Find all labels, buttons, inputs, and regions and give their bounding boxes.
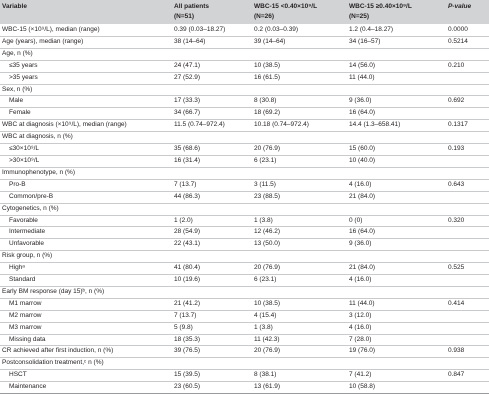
table-row [0, 132, 489, 144]
cell-all-patients [174, 358, 254, 370]
row-label: Favorable [0, 215, 174, 227]
cell-high-group: 19 (76.0) [349, 346, 448, 358]
cell-pvalue [448, 286, 489, 298]
cell-pvalue: 0.938 [448, 346, 489, 358]
cell-low-group: 39 (14–64) [254, 36, 349, 48]
cell-low-group [254, 358, 349, 370]
cell-pvalue [448, 203, 489, 215]
cell-low-group: 13 (50.0) [254, 239, 349, 251]
cell-high-group: 4 (16.0) [349, 179, 448, 191]
table-row [0, 215, 489, 227]
cell-all-patients [174, 286, 254, 298]
cell-pvalue [448, 382, 489, 394]
cell-low-group [254, 251, 349, 263]
header-count-row [0, 12, 489, 24]
header-low-group: WBC-15 <0.40×10⁹/L [254, 0, 349, 12]
cell-pvalue [448, 310, 489, 322]
cell-all-patients: 24 (47.1) [174, 60, 254, 72]
cell-all-patients: 11.5 (0.74–972.4) [174, 120, 254, 132]
cell-high-group [349, 286, 448, 298]
row-label: Immunophenotype, n (%) [0, 167, 174, 179]
cell-high-group: 4 (16.0) [349, 275, 448, 287]
cell-low-group: 20 (76.9) [254, 263, 349, 275]
cell-all-patients: 39 (76.5) [174, 346, 254, 358]
cell-low-group: 0.2 (0.03–0.39) [254, 24, 349, 36]
cell-low-group: 1 (3.8) [254, 322, 349, 334]
cell-high-group [349, 358, 448, 370]
cell-all-patients [174, 167, 254, 179]
cell-all-patients: 21 (41.2) [174, 298, 254, 310]
cell-all-patients [174, 251, 254, 263]
table-row [0, 96, 489, 108]
cell-low-group: 10 (38.5) [254, 298, 349, 310]
cell-pvalue [448, 227, 489, 239]
cell-pvalue [448, 191, 489, 203]
cell-all-patients: 16 (31.4) [174, 155, 254, 167]
cell-pvalue: 0.193 [448, 144, 489, 156]
cell-all-patients: 23 (60.5) [174, 382, 254, 394]
cell-pvalue [448, 48, 489, 60]
table-row [0, 155, 489, 167]
cell-high-group [349, 132, 448, 144]
cell-pvalue: 0.5214 [448, 36, 489, 48]
table-row [0, 72, 489, 84]
table-row [0, 227, 489, 239]
cell-high-group: 0 (0) [349, 215, 448, 227]
cell-all-patients: 27 (52.9) [174, 72, 254, 84]
row-label: Maintenance [0, 382, 174, 394]
cell-high-group: 11 (44.0) [349, 298, 448, 310]
cell-all-patients: 7 (13.7) [174, 310, 254, 322]
cell-high-group: 10 (40.0) [349, 155, 448, 167]
cell-low-group: 23 (88.5) [254, 191, 349, 203]
table-row [0, 191, 489, 203]
cell-low-group [254, 167, 349, 179]
cell-pvalue [448, 358, 489, 370]
cell-all-patients: 18 (35.3) [174, 334, 254, 346]
table-row [0, 286, 489, 298]
cell-pvalue: 0.643 [448, 179, 489, 191]
cell-high-group: 7 (28.0) [349, 334, 448, 346]
row-label: M2 marrow [0, 310, 174, 322]
row-label: Postconsolidation treatment,ᶜ n (%) [0, 358, 174, 370]
cell-high-group [349, 48, 448, 60]
cell-all-patients: 35 (68.6) [174, 144, 254, 156]
cell-pvalue: 0.847 [448, 370, 489, 382]
cell-pvalue: 0.1317 [448, 120, 489, 132]
row-label: WBC-15 (×10⁹/L), median (range) [0, 24, 174, 36]
cell-pvalue [448, 239, 489, 251]
table-row [0, 370, 489, 382]
cell-all-patients [174, 48, 254, 60]
table-body [0, 24, 489, 394]
row-label: ≤30×10⁹/L [0, 144, 174, 156]
cell-pvalue: 0.692 [448, 96, 489, 108]
cell-pvalue [448, 251, 489, 263]
table-row [0, 334, 489, 346]
cell-all-patients: 22 (43.1) [174, 239, 254, 251]
cell-all-patients: 28 (54.9) [174, 227, 254, 239]
row-label: Risk group, n (%) [0, 251, 174, 263]
cell-high-group [349, 251, 448, 263]
row-label: Female [0, 108, 174, 120]
cell-high-group: 14.4 (1.3–658.41) [349, 120, 448, 132]
table-row [0, 263, 489, 275]
table-header [0, 0, 489, 24]
row-label: >35 years [0, 72, 174, 84]
cell-low-group: 20 (76.9) [254, 144, 349, 156]
cell-all-patients [174, 132, 254, 144]
cell-low-group: 13 (61.9) [254, 382, 349, 394]
row-label: Common/pre-B [0, 191, 174, 203]
table-row [0, 179, 489, 191]
cell-pvalue [448, 132, 489, 144]
table-row [0, 346, 489, 358]
row-label: WBC at diagnosis (×10⁹/L), median (range) [0, 120, 174, 132]
cell-all-patients: 5 (9.8) [174, 322, 254, 334]
cell-high-group [349, 84, 448, 96]
cell-pvalue [448, 72, 489, 84]
cell-high-group: 3 (12.0) [349, 310, 448, 322]
cell-low-group: 8 (38.1) [254, 370, 349, 382]
cell-all-patients: 15 (39.5) [174, 370, 254, 382]
table-row [0, 144, 489, 156]
cell-pvalue [448, 155, 489, 167]
table-row [0, 24, 489, 36]
cell-all-patients [174, 84, 254, 96]
row-label: Unfavorable [0, 239, 174, 251]
header-high-group: WBC-15 ≥0.40×10⁹/L [349, 0, 448, 12]
cell-all-patients [174, 203, 254, 215]
cell-pvalue [448, 108, 489, 120]
row-label: Pro-B [0, 179, 174, 191]
header-all-n: (N=51) [174, 12, 254, 24]
row-label: WBC at diagnosis, n (%) [0, 132, 174, 144]
cell-high-group: 1.2 (0.4–18.27) [349, 24, 448, 36]
cell-pvalue: 0.210 [448, 60, 489, 72]
cell-low-group: 6 (23.1) [254, 275, 349, 287]
header-row [0, 0, 489, 12]
table-row [0, 48, 489, 60]
cell-pvalue: 0.320 [448, 215, 489, 227]
row-label: Intermediate [0, 227, 174, 239]
table-row [0, 203, 489, 215]
cell-high-group: 9 (36.0) [349, 239, 448, 251]
table-row [0, 275, 489, 287]
cell-low-group: 3 (11.5) [254, 179, 349, 191]
cell-high-group: 14 (56.0) [349, 60, 448, 72]
table-row [0, 108, 489, 120]
table-row [0, 60, 489, 72]
header-variable: Variable [0, 0, 174, 12]
header-blank [0, 12, 174, 24]
row-label: HSCT [0, 370, 174, 382]
cell-high-group: 16 (64.0) [349, 108, 448, 120]
table-row [0, 382, 489, 394]
cell-low-group: 1 (3.8) [254, 215, 349, 227]
cell-high-group: 21 (84.0) [349, 191, 448, 203]
cell-pvalue: 0.414 [448, 298, 489, 310]
cell-all-patients: 44 (86.3) [174, 191, 254, 203]
table-row [0, 310, 489, 322]
cell-low-group [254, 286, 349, 298]
cell-high-group: 21 (84.0) [349, 263, 448, 275]
cell-pvalue [448, 334, 489, 346]
cell-all-patients: 17 (33.3) [174, 96, 254, 108]
header-pvalue [448, 0, 489, 12]
cell-high-group: 10 (58.8) [349, 382, 448, 394]
cell-all-patients: 38 (14–64) [174, 36, 254, 48]
cell-high-group: 9 (36.0) [349, 96, 448, 108]
cell-pvalue: 0.0000 [448, 24, 489, 36]
row-label: ≤35 years [0, 60, 174, 72]
cell-low-group [254, 84, 349, 96]
table-row [0, 120, 489, 132]
cell-all-patients: 10 (19.6) [174, 275, 254, 287]
cell-high-group: 15 (60.0) [349, 144, 448, 156]
row-label: Missing data [0, 334, 174, 346]
cell-high-group: 11 (44.0) [349, 72, 448, 84]
table-row [0, 251, 489, 263]
cell-low-group: 6 (23.1) [254, 155, 349, 167]
header-blank-p [448, 12, 489, 24]
table-row [0, 84, 489, 96]
row-label: Cytogenetics, n (%) [0, 203, 174, 215]
cell-low-group: 10.18 (0.74–972.4) [254, 120, 349, 132]
cell-pvalue: 0.525 [448, 263, 489, 275]
cell-low-group: 4 (15.4) [254, 310, 349, 322]
row-label: Standard [0, 275, 174, 287]
cell-low-group: 11 (42.3) [254, 334, 349, 346]
table-row [0, 239, 489, 251]
cell-high-group: 34 (16–57) [349, 36, 448, 48]
cell-low-group: 20 (76.9) [254, 346, 349, 358]
header-low-n: (N=26) [254, 12, 349, 24]
row-label: Male [0, 96, 174, 108]
cell-low-group: 8 (30.8) [254, 96, 349, 108]
cell-high-group [349, 203, 448, 215]
row-label: Sex, n (%) [0, 84, 174, 96]
row-label: CR achieved after first induction, n (%) [0, 346, 174, 358]
cell-high-group [349, 167, 448, 179]
header-all-patients: All patients [174, 0, 254, 12]
cell-pvalue [448, 167, 489, 179]
cell-high-group: 7 (41.2) [349, 370, 448, 382]
cell-all-patients: 41 (80.4) [174, 263, 254, 275]
cell-low-group [254, 48, 349, 60]
cell-pvalue [448, 322, 489, 334]
cell-low-group [254, 203, 349, 215]
row-label: Age, n (%) [0, 48, 174, 60]
row-label: M3 marrow [0, 322, 174, 334]
row-label: >30×10⁹/L [0, 155, 174, 167]
cell-low-group: 18 (69.2) [254, 108, 349, 120]
cell-high-group: 16 (64.0) [349, 227, 448, 239]
cell-pvalue [448, 84, 489, 96]
row-label: M1 marrow [0, 298, 174, 310]
table-row [0, 298, 489, 310]
cell-high-group: 4 (16.0) [349, 322, 448, 334]
cell-low-group [254, 132, 349, 144]
row-label: Early BM response (day 15)ᵇ, n (%) [0, 286, 174, 298]
row-label: Age (years), median (range) [0, 36, 174, 48]
header-high-n: (N=25) [349, 12, 448, 24]
table-row [0, 358, 489, 370]
cell-all-patients: 7 (13.7) [174, 179, 254, 191]
table-row [0, 167, 489, 179]
row-label: Highᵃ [0, 263, 174, 275]
cell-all-patients: 0.39 (0.03–18.27) [174, 24, 254, 36]
cell-all-patients: 34 (66.7) [174, 108, 254, 120]
cell-low-group: 16 (61.5) [254, 72, 349, 84]
cell-all-patients: 1 (2.0) [174, 215, 254, 227]
table-row [0, 36, 489, 48]
cell-low-group: 10 (38.5) [254, 60, 349, 72]
cell-low-group: 12 (46.2) [254, 227, 349, 239]
cell-pvalue [448, 275, 489, 287]
table-row [0, 322, 489, 334]
header-pvalue-text: P-value [448, 3, 472, 10]
